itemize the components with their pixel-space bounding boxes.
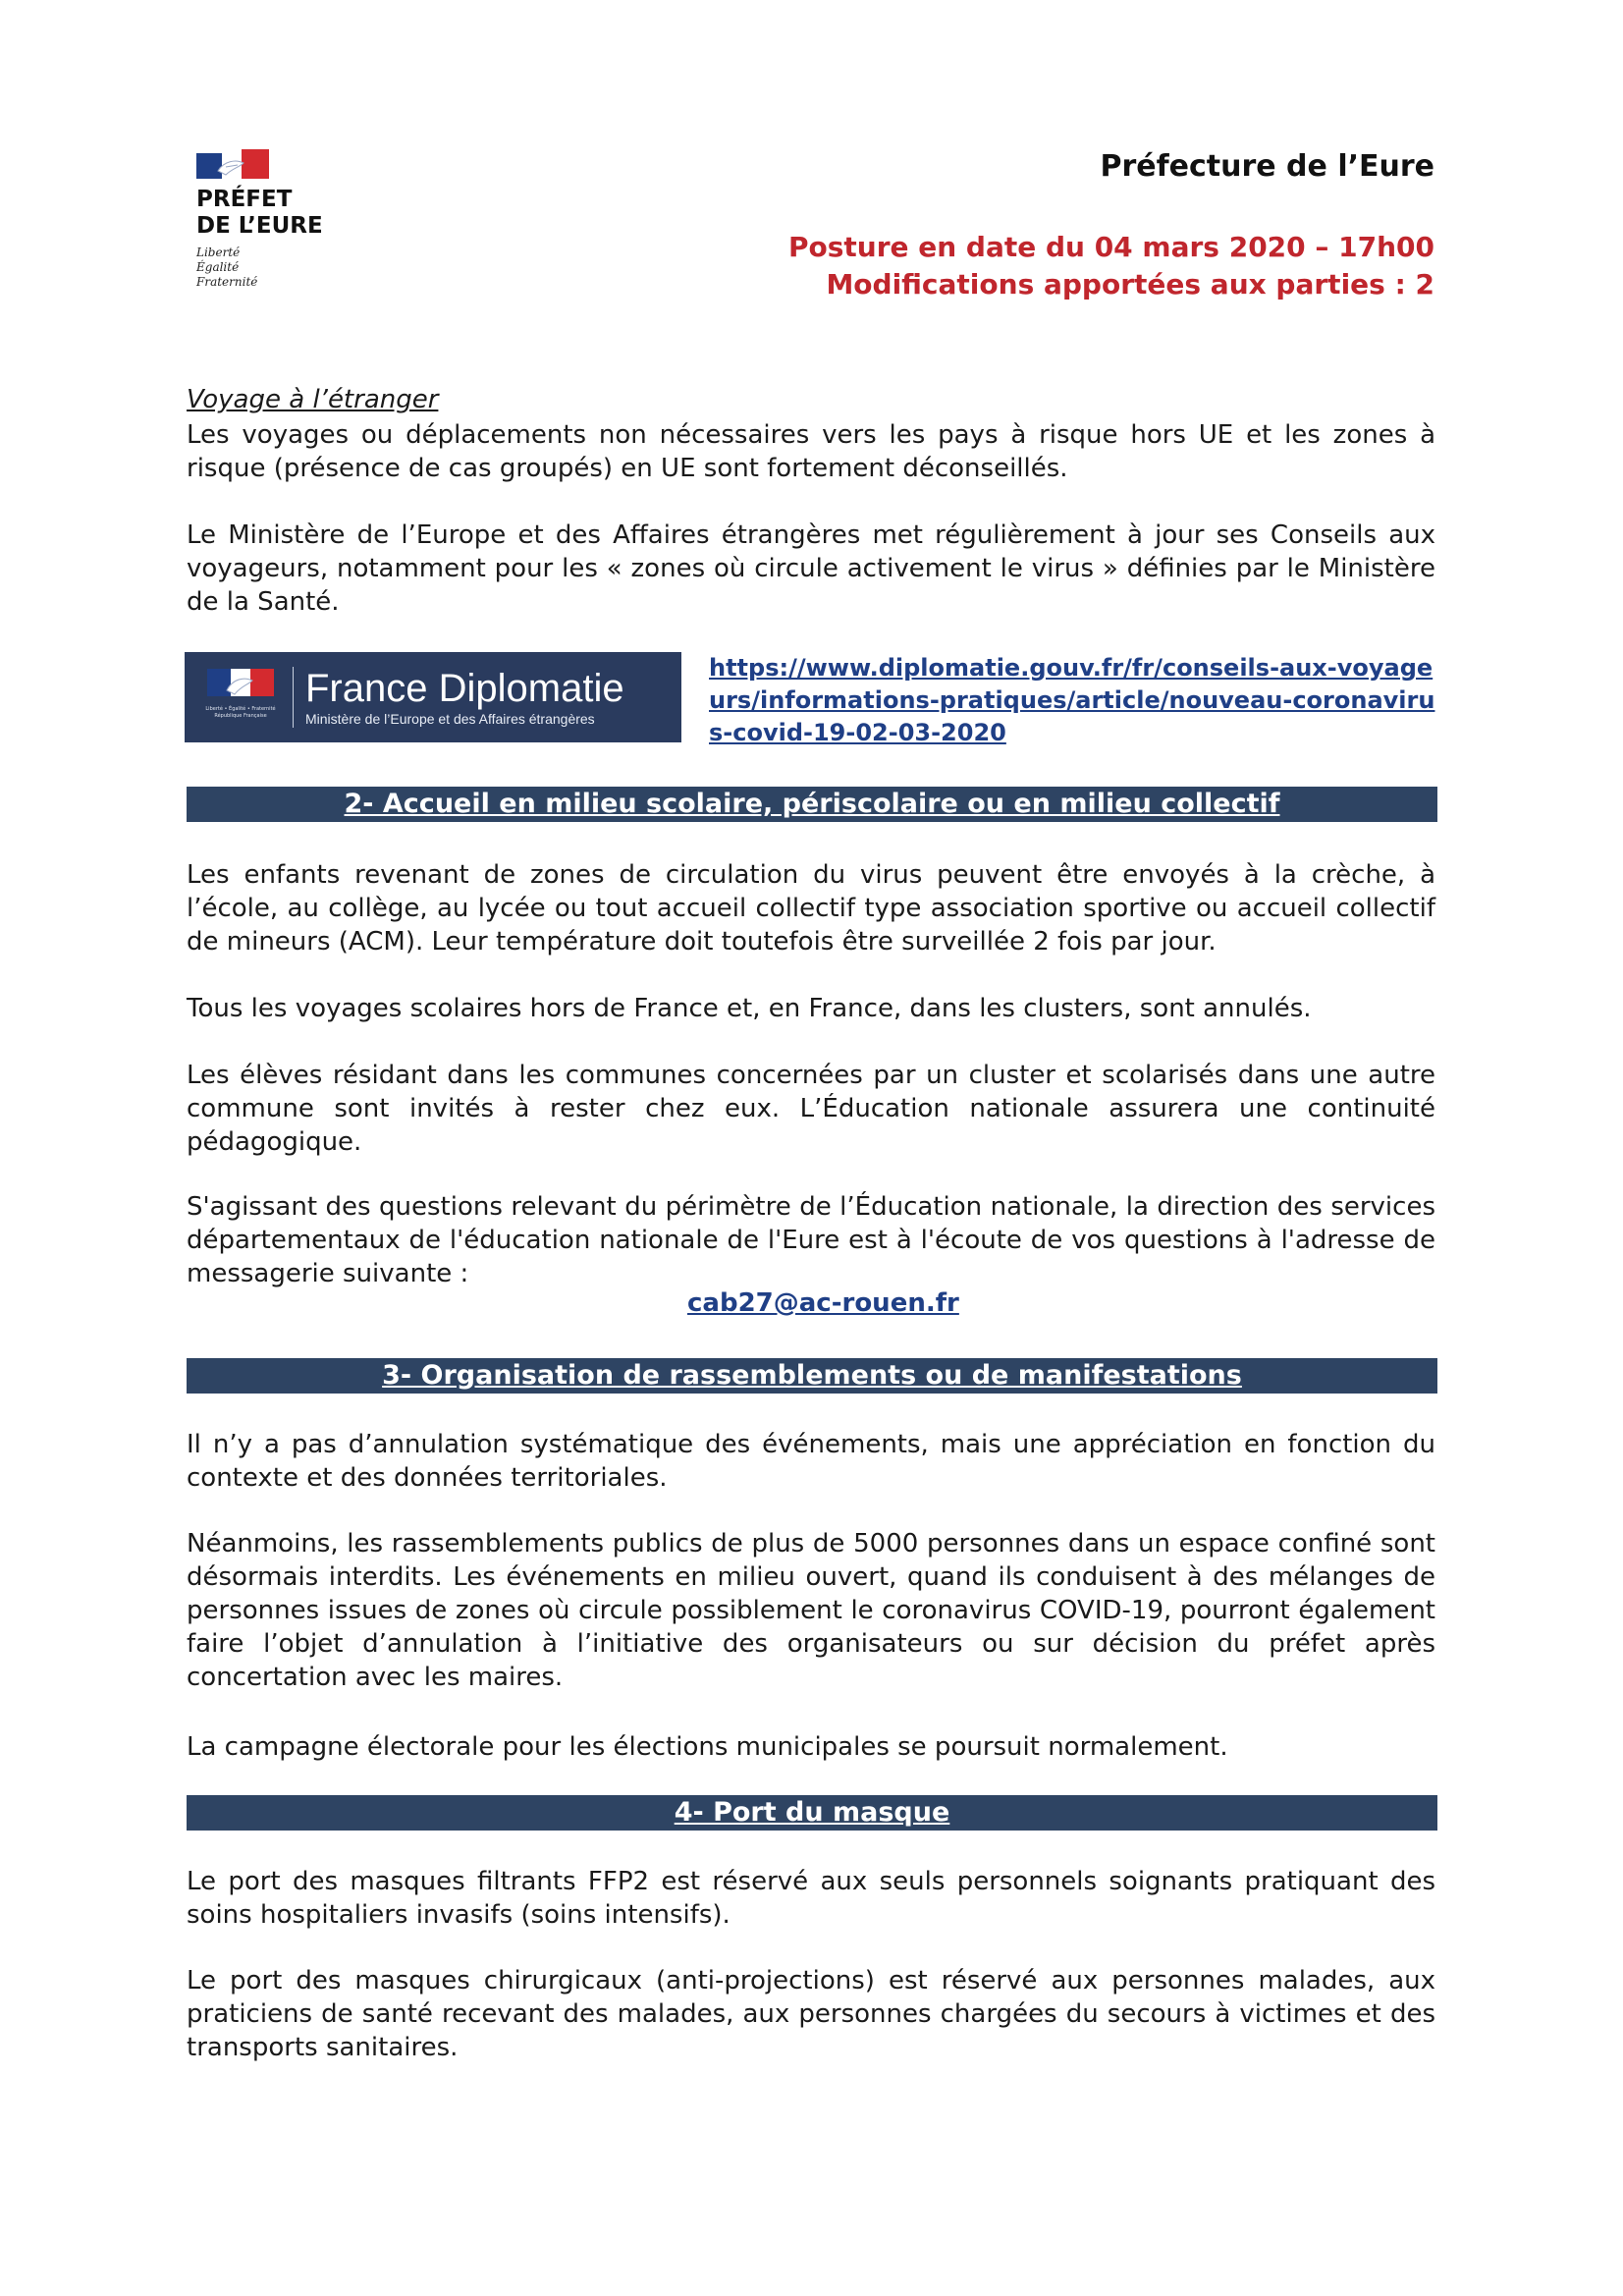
devise bbox=[196, 246, 432, 290]
section3-para3: La campagne électorale pour les élections municipales se poursuit normalement. bbox=[187, 1732, 1228, 1762]
devise-fraternite: Fraternité bbox=[196, 275, 258, 289]
section4-para2: Le port des masques chirurgicaux (anti-projections) est réservé aux personnes malades, aux praticiens de santé recevant des malades, aux personnes chargées du secours à victimes et des transports sanitaires. bbox=[187, 1966, 1435, 2062]
banner-title: France Diplomatie bbox=[305, 667, 624, 710]
prefet-line2: DE L’EURE bbox=[196, 213, 323, 239]
travel-para1: Les voyages ou déplacements non nécessaires vers les pays à risque hors UE et les zones à risque (présence de cas groupés) en UE sont fortement déconseillés. bbox=[187, 420, 1435, 483]
prefet-title bbox=[196, 187, 432, 240]
posture-date bbox=[788, 229, 1434, 303]
prefet-line1: PRÉFET bbox=[196, 187, 293, 212]
section2-header: 2- Accueil en milieu scolaire, périscolaire ou en milieu collectif bbox=[187, 787, 1437, 822]
travel-para2: Le Ministère de l’Europe et des Affaires étrangères met régulièrement à jour ses Conseils aux voyageurs, notamment pour les « zones où circule activement le virus » définies par le Ministère de la Santé. bbox=[187, 520, 1435, 617]
banner-divider bbox=[293, 667, 294, 728]
section3-para2: Néanmoins, les rassemblements publics de plus de 5000 personnes dans un espace confiné sont désormais interdits. Les événements en milieu ouvert, quand ils conduisent à des mélanges de personnes issues de zones où circule possiblement le coronavirus COVID-19, pourront également faire l’objet d’annulation à l’initiative des organisateurs ou sur décision du préfet après concertation avec les maires. bbox=[187, 1529, 1435, 1692]
section2-para2: Tous les voyages scolaires hors de France et, en France, dans les clusters, sont annulés. bbox=[187, 994, 1312, 1023]
diplomatie-advice-link[interactable]: https://www.diplomatie.gouv.fr/fr/conseils-aux-voyageurs/informations-pratiques/article/nouveau-coronavirus-covid-19-02-03-2020 bbox=[709, 654, 1435, 746]
banner-texts bbox=[305, 667, 624, 728]
posture-line1: Posture en date du 04 mars 2020 – 17h00 bbox=[787, 231, 1434, 263]
contact-email-link[interactable]: cab27@ac-rouen.fr bbox=[687, 1288, 959, 1318]
section4-header: 4- Port du masque bbox=[187, 1795, 1437, 1831]
republique-francaise-logo bbox=[196, 663, 285, 732]
marianne-logo-icon bbox=[201, 663, 280, 706]
travel-subtitle: Voyage à l’étranger bbox=[187, 385, 439, 414]
prefecture-name: Préfecture de l’Eure bbox=[1100, 149, 1434, 184]
marianne-tricolor-logo-icon bbox=[196, 149, 269, 181]
devise-liberte: Liberté bbox=[196, 246, 241, 259]
section3-header: 3- Organisation de rassemblements ou de manifestations bbox=[187, 1358, 1437, 1394]
france-diplomatie-banner bbox=[185, 652, 681, 742]
section2-para1: Les enfants revenant de zones de circulation du virus peuvent être envoyés à la crèche, à l’école, au collège, au lycée ou tout accueil collectif type association sportive ou accueil collectif de mineurs (ACM). Leur température doit toutefois être surveillée 2 fois par jour. bbox=[187, 860, 1435, 957]
logo-caption-republique: République Française bbox=[214, 713, 267, 719]
prefet-logo-block bbox=[196, 149, 432, 290]
section2-para4: S'agissant des questions relevant du périmètre de l’Éducation nationale, la direction des services départementaux de l'éducation nationale de l'Eure est à l'écoute de vos questions à l'adresse de messagerie suivante : bbox=[187, 1192, 1435, 1288]
banner-subtitle: Ministère de l’Europe et des Affaires étrangères bbox=[305, 711, 595, 727]
section3-para1: Il n’y a pas d’annulation systématique des événements, mais une appréciation en fonction du contexte et des données territoriales. bbox=[187, 1430, 1435, 1493]
section4-para1: Le port des masques filtrants FFP2 est réservé aux seuls personnels soignants pratiquant des soins hospitaliers invasifs (soins intensifs). bbox=[187, 1867, 1435, 1930]
logo-caption-devise: Liberté • Égalité • Fraternité bbox=[205, 706, 276, 712]
devise-egalite: Égalité bbox=[196, 260, 240, 274]
posture-line2: Modifications apportées aux parties : 2 bbox=[826, 268, 1434, 301]
section2-para3: Les élèves résidant dans les communes concernées par un cluster et scolarisés dans une autre commune sont invités à rester chez eux. L’Éducation nationale assurera une continuité pédagogique. bbox=[187, 1061, 1435, 1157]
